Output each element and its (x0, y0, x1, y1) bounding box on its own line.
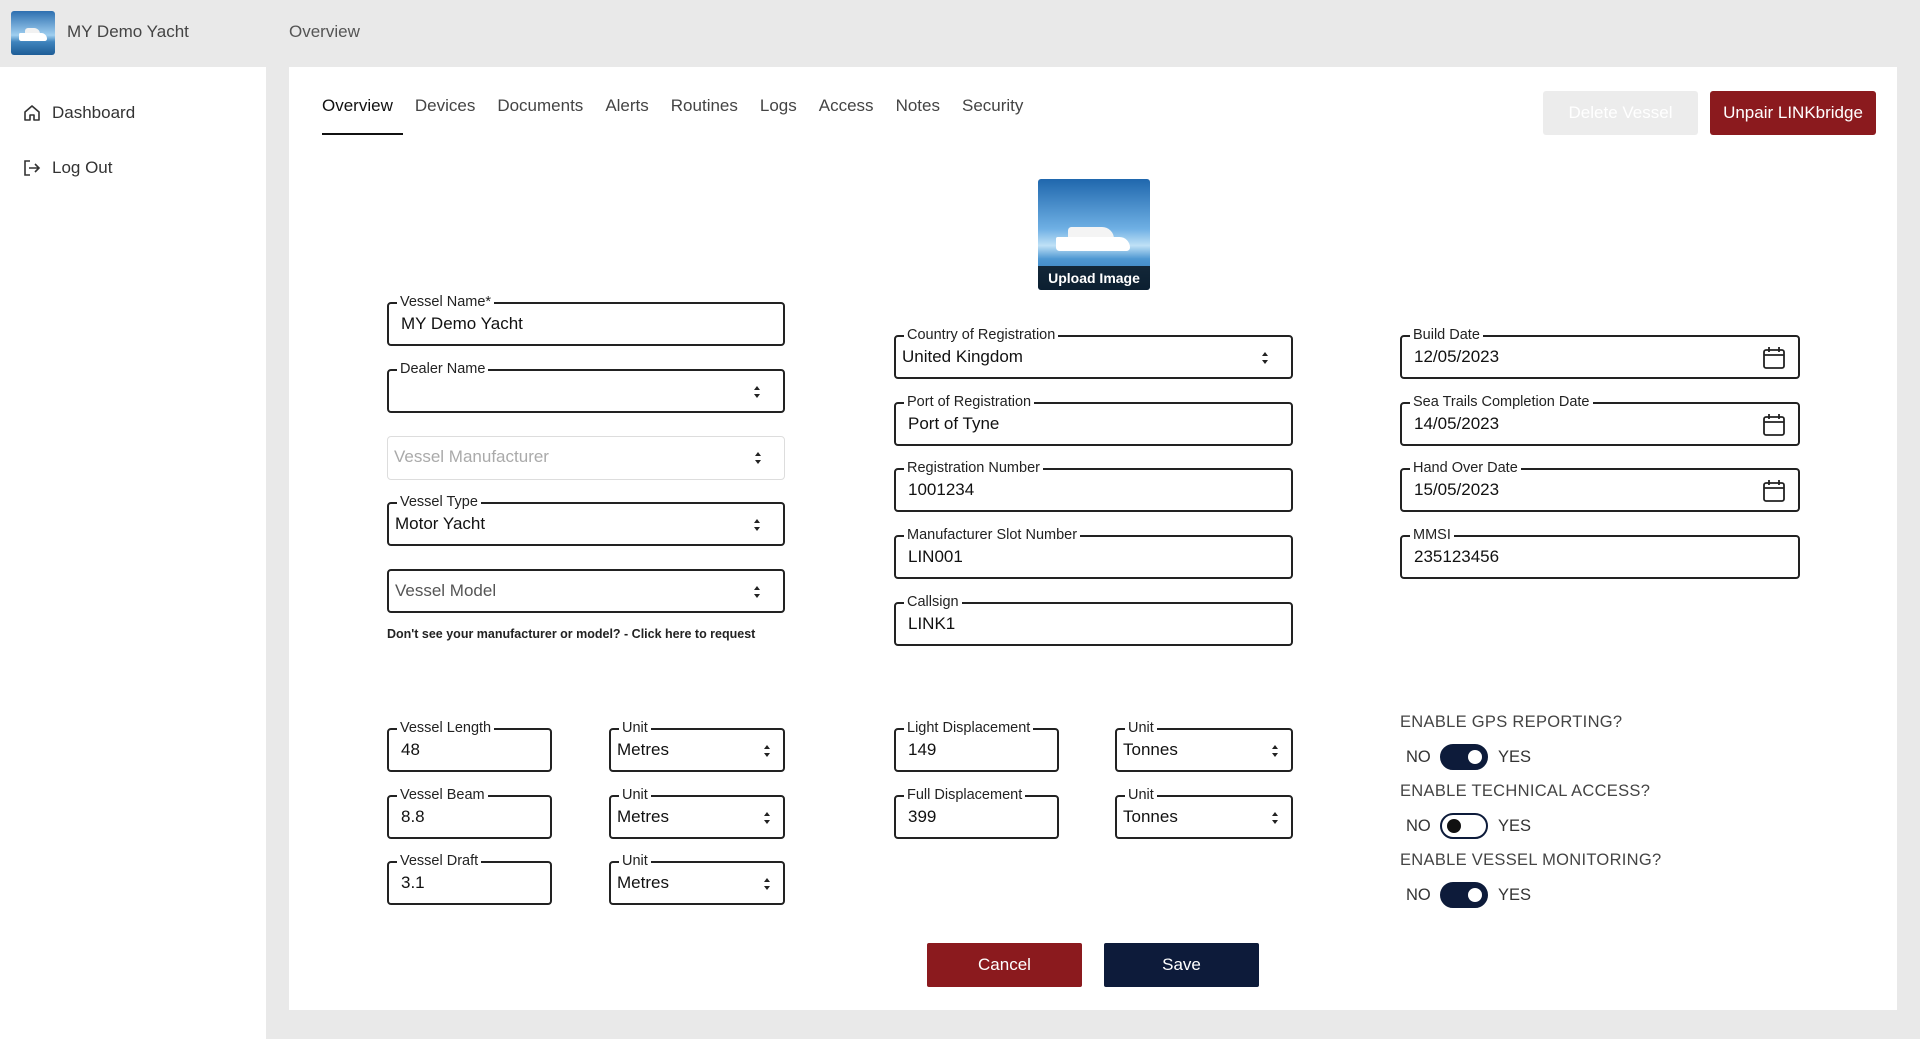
field-value: Tonnes (1123, 740, 1178, 759)
field-value: Metres (617, 873, 669, 892)
tab-alerts[interactable]: Alerts (605, 96, 649, 115)
field-value: 235123456 (1414, 547, 1500, 566)
field-placeholder: Vessel Model (395, 581, 497, 600)
upload-image-button[interactable] (1038, 179, 1150, 290)
length-unit-select[interactable] (609, 720, 785, 772)
sidebar-item-dashboard[interactable] (22, 103, 135, 123)
field-value: Port of Tyne (908, 414, 1000, 433)
sort-arrows-icon (753, 584, 761, 600)
light-disp-unit-select[interactable] (1115, 720, 1293, 772)
sort-arrows-icon (763, 810, 771, 826)
field-label: Sea Trails Completion Date (1410, 393, 1593, 411)
sea-trials-date-field[interactable] (1400, 394, 1800, 446)
callsign-field[interactable] (894, 594, 1293, 646)
home-icon (22, 103, 42, 123)
sort-arrows-icon (753, 384, 761, 400)
field-label: Unit (1125, 786, 1157, 804)
field-label: Registration Number (904, 459, 1043, 477)
field-value: 8.8 (401, 807, 425, 826)
toggle-yes-label: YES (1498, 747, 1532, 766)
field-value: LINK1 (908, 614, 956, 633)
field-value: 149 (908, 740, 937, 759)
toggle-yes-label: YES (1498, 885, 1532, 904)
tab-bar (311, 95, 1034, 135)
tab-logs[interactable]: Logs (759, 96, 797, 115)
field-label: Light Displacement (904, 719, 1033, 737)
sort-arrows-icon (754, 450, 762, 466)
country-select[interactable] (894, 327, 1293, 379)
tab-devices[interactable]: Devices (414, 96, 476, 115)
field-value: United Kingdom (902, 347, 1023, 366)
field-label: Manufacturer Slot Number (904, 526, 1080, 544)
mmsi-field[interactable] (1400, 527, 1800, 579)
vessel-name-field[interactable] (387, 294, 785, 346)
field-value: MY Demo Yacht (401, 314, 523, 333)
toggle-no-label: NO (1406, 747, 1431, 766)
vessel-draft-field[interactable] (387, 853, 552, 905)
tech-access-toggle-row (1400, 813, 1531, 839)
vessel-type-select[interactable] (387, 494, 785, 546)
field-value: 399 (908, 807, 937, 826)
monitoring-toggle-label: ENABLE VESSEL MONITORING? (1400, 851, 1662, 869)
sidebar-item-label: Log Out (52, 158, 113, 177)
monitoring-toggle-row (1400, 882, 1531, 908)
top-bar (0, 0, 1920, 66)
field-value: Motor Yacht (395, 514, 486, 533)
vessel-model-select[interactable] (387, 569, 785, 613)
field-label: Dealer Name (397, 360, 488, 378)
field-value: 14/05/2023 (1414, 414, 1500, 433)
save-button[interactable]: Save (1104, 943, 1259, 987)
full-disp-unit-select[interactable] (1115, 787, 1293, 839)
toggle-yes-label: YES (1498, 816, 1532, 835)
slot-number-field[interactable] (894, 527, 1293, 579)
field-label: Country of Registration (904, 326, 1058, 344)
field-label: Vessel Beam (397, 786, 488, 804)
field-label: Vessel Length (397, 719, 494, 737)
delete-vessel-button[interactable]: Delete Vessel (1543, 91, 1698, 135)
field-label: Hand Over Date (1410, 459, 1521, 477)
field-label: Vessel Name* (397, 293, 494, 311)
field-label: Vessel Type (397, 493, 481, 511)
field-value: 12/05/2023 (1414, 347, 1500, 366)
sort-arrows-icon (763, 876, 771, 892)
registration-number-field[interactable] (894, 460, 1293, 512)
yacht-logo[interactable] (11, 11, 55, 55)
field-label: Callsign (904, 593, 962, 611)
hand-over-date-field[interactable] (1400, 460, 1800, 512)
draft-unit-select[interactable] (609, 853, 785, 905)
field-label: MMSI (1410, 526, 1454, 544)
gps-toggle-row (1400, 744, 1531, 770)
field-value: LIN001 (908, 547, 963, 566)
unpair-linkbridge-button[interactable]: Unpair LINKbridge (1710, 91, 1876, 135)
logout-icon (22, 158, 42, 178)
tab-overview[interactable]: Overview (311, 95, 404, 135)
gps-reporting-switch[interactable] (1440, 744, 1488, 770)
tab-access[interactable]: Access (818, 96, 874, 115)
sidebar-item-label: Dashboard (52, 103, 136, 122)
vessel-beam-field[interactable] (387, 787, 552, 839)
light-displacement-field[interactable] (894, 720, 1059, 772)
field-value: Metres (617, 740, 669, 759)
field-value: 1001234 (908, 480, 975, 499)
app-title: MY Demo Yacht (67, 22, 189, 41)
field-placeholder: Vessel Manufacturer (394, 447, 549, 466)
port-field[interactable] (894, 394, 1293, 446)
calendar-icon[interactable] (1762, 479, 1786, 503)
field-value: Tonnes (1123, 807, 1178, 826)
sort-arrows-icon (763, 743, 771, 759)
calendar-icon[interactable] (1762, 413, 1786, 437)
field-label: Build Date (1410, 326, 1483, 344)
field-label: Unit (619, 719, 651, 737)
field-label: Unit (619, 852, 651, 870)
sort-arrows-icon (1261, 350, 1269, 366)
field-value: 15/05/2023 (1414, 480, 1500, 499)
field-label: Vessel Draft (397, 852, 481, 870)
toggle-no-label: NO (1406, 885, 1431, 904)
upload-image-label: Upload Image (1038, 266, 1150, 290)
sidebar (0, 67, 266, 1039)
tab-documents[interactable]: Documents (497, 96, 584, 115)
vessel-monitoring-switch[interactable] (1440, 882, 1488, 908)
field-value: 48 (401, 740, 420, 759)
tech-access-toggle-label: ENABLE TECHNICAL ACCESS? (1400, 782, 1651, 800)
sidebar-item-logout[interactable] (22, 158, 113, 178)
field-label: Unit (1125, 719, 1157, 737)
full-displacement-field[interactable] (894, 787, 1059, 839)
field-label: Unit (619, 786, 651, 804)
vessel-length-field[interactable] (387, 720, 552, 772)
gps-toggle-label: ENABLE GPS REPORTING? (1400, 713, 1623, 731)
field-value: Metres (617, 807, 669, 826)
field-label: Port of Registration (904, 393, 1034, 411)
vessel-manufacturer-select[interactable] (387, 436, 785, 480)
calendar-icon[interactable] (1762, 346, 1786, 370)
sort-arrows-icon (1271, 743, 1279, 759)
tab-routines[interactable]: Routines (670, 96, 738, 115)
field-label: Full Displacement (904, 786, 1025, 804)
sort-arrows-icon (753, 517, 761, 533)
sort-arrows-icon (1271, 810, 1279, 826)
technical-access-switch[interactable] (1440, 813, 1488, 839)
field-value: 3.1 (401, 873, 425, 892)
beam-unit-select[interactable] (609, 787, 785, 839)
tab-security[interactable]: Security (961, 96, 1024, 115)
page-title: Overview (289, 22, 360, 41)
vessel-overview-card (289, 67, 1897, 1010)
tab-notes[interactable]: Notes (895, 96, 940, 115)
request-model-link[interactable]: Don't see your manufacturer or model? - Click here to request (387, 627, 756, 641)
cancel-button[interactable]: Cancel (927, 943, 1082, 987)
dealer-name-select[interactable] (387, 361, 785, 413)
build-date-field[interactable] (1400, 327, 1800, 379)
toggle-no-label: NO (1406, 816, 1431, 835)
